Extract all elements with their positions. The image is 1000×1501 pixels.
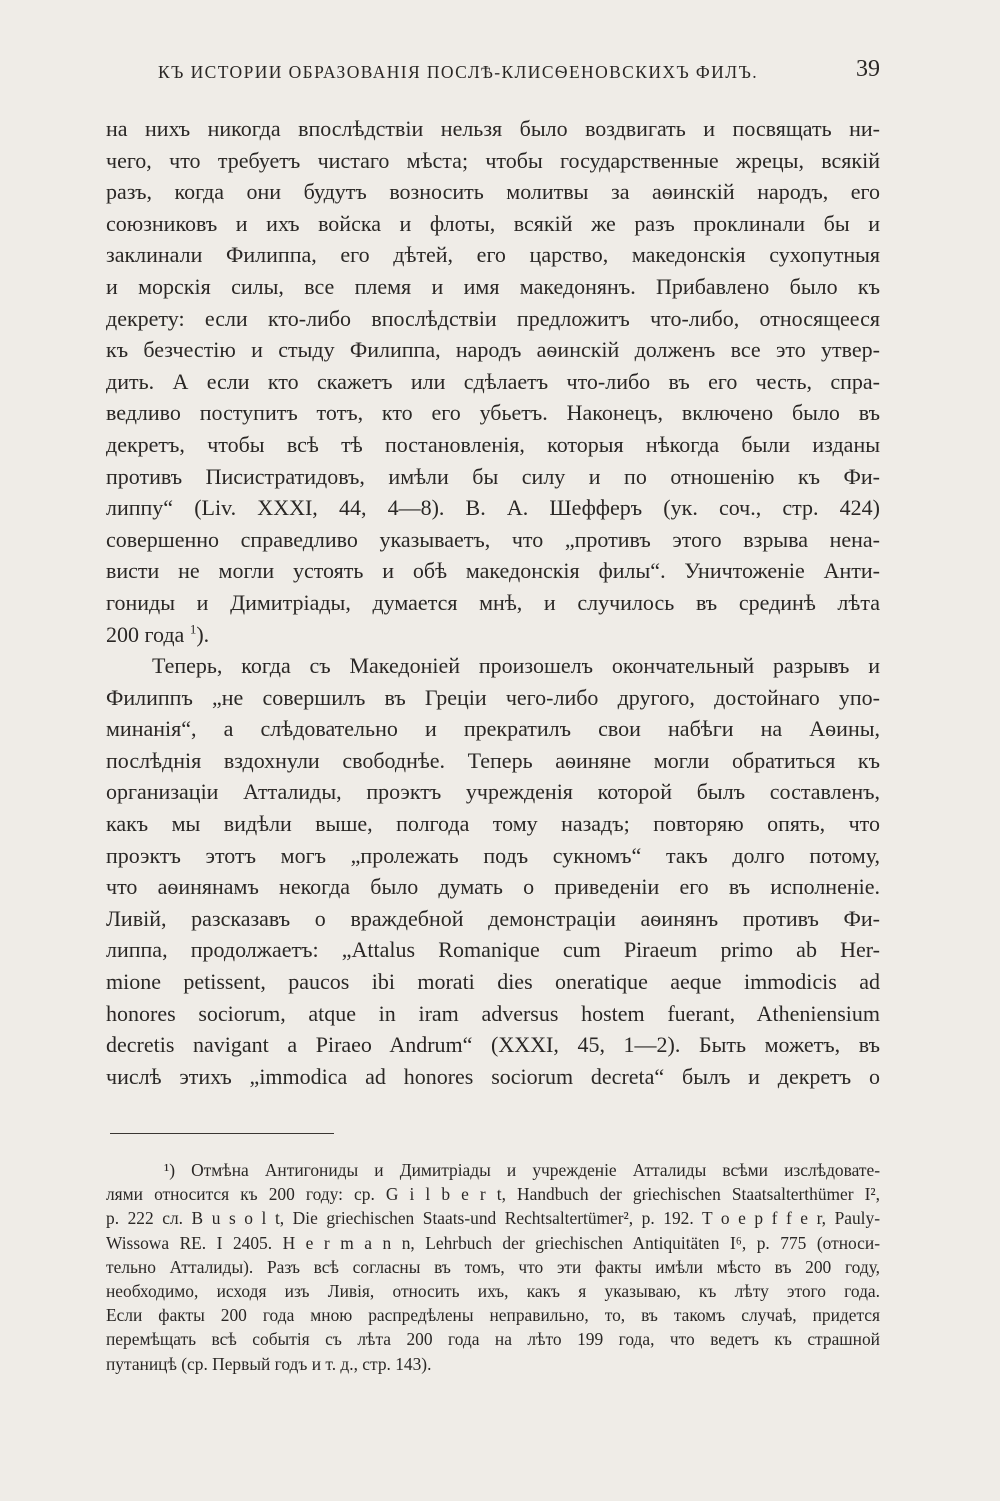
page-header [106, 56, 880, 92]
text-line: mione petissent, paucos ibi morati dies oneratique aeque immodicis ad [106, 969, 880, 995]
text-line: honores sociorum, atque in iram adversus hostem fuerant, Atheniensium [106, 1000, 880, 1026]
text-line: Теперь, когда съ Македоніей произошелъ окончательный разрывъ и [152, 653, 880, 679]
text-line: противъ Писистратидовъ, имѣли бы силу и по отношенію къ Фи- [106, 463, 880, 489]
footnote [106, 1158, 880, 1376]
text-line: декретъ, чтобы всѣ тѣ постановленія, которыя нѣкогда были изданы [106, 431, 880, 457]
text-line: заклинали Филиппа, его дѣтей, его царство, македонскія сухопутныя [106, 242, 880, 268]
footnote-reference: 1 [189, 621, 197, 637]
text-line: разъ, когда они будутъ возносить молитвы за аѳинскій народъ, его [106, 179, 880, 205]
footnote-line: ¹) Отмѣна Антигониды и Димитріады и учрежденіе Атталиды всѣми изслѣдовате- [164, 1160, 880, 1180]
text-line: дить. А если кто скажетъ или сдѣлаетъ что-либо въ его честь, спра- [106, 368, 880, 394]
text-line: Ливій, разсказавъ о враждебной демонстраціи аѳинянъ противъ Фи- [106, 905, 880, 931]
footnote-line: перемѣщать всѣ событія съ лѣта 200 года на лѣто 199 года, что ведетъ къ страшной [106, 1329, 880, 1350]
footnote-line: тельно Атталиды). Разъ всѣ согласны въ томъ, что эти факты имѣли мѣсто въ 200 году, [106, 1256, 880, 1277]
text-line: на нихъ никогда впослѣдствіи нельзя было воздвигать и посвящать ни- [106, 116, 880, 141]
text-line: и морскія силы, все племя и имя македонянъ. Прибавлено было къ [106, 273, 880, 299]
text-line: ведливо поступитъ тотъ, кто его убьетъ. Наконецъ, включено было въ [106, 400, 880, 426]
text-line: совершенно справедливо указываетъ, что „противъ этого взрыва нена- [106, 526, 880, 552]
text-line: числѣ этихъ „immodica ad honores sociorum decreta“ былъ и декретъ о [106, 1063, 880, 1089]
text-line: гониды и Димитріады, думается мнѣ, и случилось въ срединѣ лѣта [106, 589, 880, 615]
text-line: организаціи Атталиды, проэктъ учрежденія которой былъ составленъ, [106, 779, 880, 805]
text-line: минанія“, а слѣдовательно и прекратилъ свои набѣги на Аѳины, [106, 716, 880, 742]
footnote-divider [110, 1133, 334, 1134]
text-fragment: ). [196, 621, 210, 647]
text-line: липпа, продолжаетъ: „Attalus Romanique cum Piraeum primo ab Her- [106, 937, 880, 963]
text-line: Филиппъ „не совершилъ въ Греціи чего-либо другого, достойнаго упо- [106, 684, 880, 710]
footnote-line: Если факты 200 года мною распредѣлены неправильно, то, въ такомъ случаѣ, придется [106, 1305, 880, 1326]
main-text [106, 113, 880, 1092]
text-line: чего, что требуетъ чистаго мѣста; чтобы государственные жрецы, всякій [106, 147, 880, 173]
footnote-line: лями относится къ 200 году: ср. G i l b e r t, Handbuch der griechischen Staatsalterthümer I², [106, 1184, 880, 1205]
text-line: проэктъ этотъ могъ „пролежать подъ сукномъ“ такъ долго потому, [106, 842, 880, 868]
footnote-line: путаницѣ (ср. Первый годъ и т. д., стр. 143). [106, 1353, 432, 1374]
text-line [106, 619, 880, 651]
text-line: къ безчестію и стыду Филиппа, народъ аѳинскій долженъ все это утвер- [106, 337, 880, 363]
text-line: союзниковъ и ихъ войска и флоты, всякій же разъ проклинали бы и [106, 210, 880, 236]
text-line: decretis navigant a Piraeo Andrum“ (XXXI, 45, 1—2). Быть можетъ, въ [106, 1032, 880, 1058]
text-line: декрету: если кто-либо впослѣдствіи предложитъ что-либо, относящееся [106, 305, 880, 331]
text-line: какъ мы видѣли выше, полгода тому назадъ; повторяю опять, что [106, 811, 880, 837]
page-number: 39 [856, 56, 880, 82]
text-line: послѣднія вздохнули свободнѣе. Теперь аѳиняне могли обратиться къ [106, 747, 880, 773]
text-fragment: 200 года [106, 621, 185, 647]
footnote-line: необходимо, исходя изъ Ливія, относить ихъ, какъ я указываю, къ лѣту этого года. [106, 1280, 880, 1301]
text-line: что аѳинянамъ некогда было думать о приведеніи его въ исполненіе. [106, 874, 880, 900]
text-line: висти не могли устоять и обѣ македонскія филы“. Уничтоженіе Анти- [106, 558, 880, 584]
running-title: КЪ ИСТОРИИ ОБРАЗОВАНІЯ ПОСЛѢ-КЛИСѲЕНОВСКИХЪ ФИЛЪ. [157, 62, 758, 82]
footnote-line: Wissowa RE. I 2405. H e r m a n n, Lehrbuch der griechischen Antiquitäten I⁶, p. 775 (относи- [106, 1232, 880, 1253]
text-line: липпу“ (Liv. XXXI, 44, 4—8). В. А. Шефферъ (ук. соч., стр. 424) [106, 495, 880, 521]
footnote-line: p. 222 сл. B u s o l t, Die griechischen Staats-und Rechtsaltertümer², p. 192. T o e p f f e r, Pauly- [106, 1208, 880, 1229]
